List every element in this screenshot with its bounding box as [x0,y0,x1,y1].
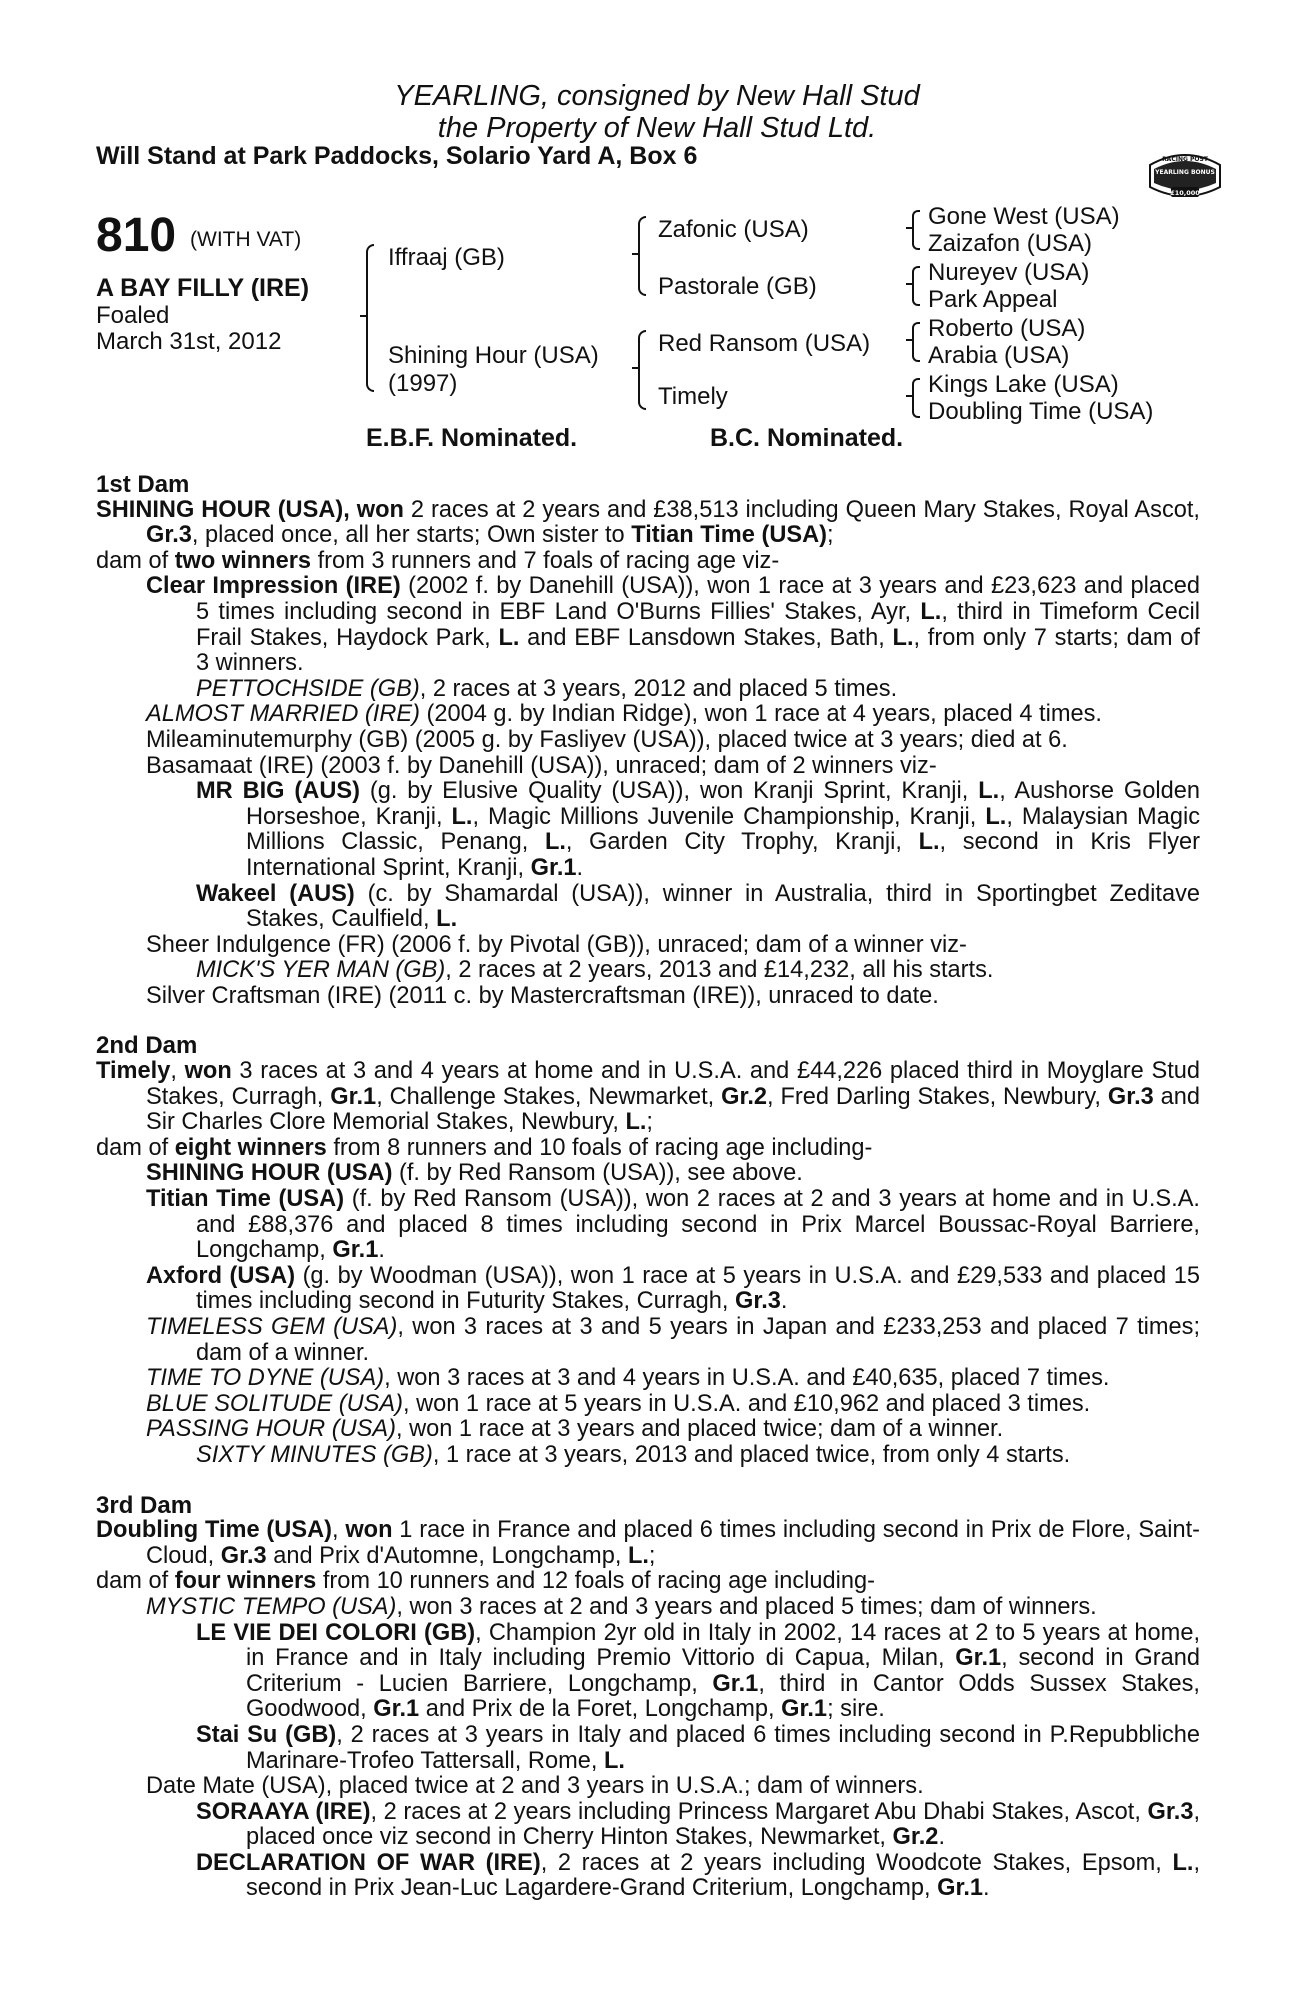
entry-text: L. [436,906,458,933]
entry-text: , won 3 races at 3 and 5 years in Japan and £233,253 and placed 7 times; dam of a winner. [196,1314,1200,1366]
pedigree-brace-gen1-tick [360,315,368,317]
pedigree-entry [96,984,1200,1010]
entry-text: , second in Prix Jean-Luc Lagardere-Grand Criterium, Longchamp, [246,1849,1200,1902]
badge-line-2: YEARLING BONUS [1155,169,1215,176]
pedigree-entry [96,882,1200,933]
pedigree-entry [96,1315,1200,1366]
pedigree-brace-g56 [912,322,920,362]
entry-text: ; [827,522,834,549]
entry-text: Clear Impression (IRE) [146,573,401,600]
section-title: 1st Dam [96,471,190,498]
entry-text: MR BIG (AUS) [196,778,360,805]
badge-line-1: RACING POST [1162,156,1208,163]
pedigree-entry [96,1723,1200,1774]
pedigree-g7: Kings Lake (USA) [928,371,1119,398]
pedigree-dam-dam: Timely [658,383,728,410]
entry-text: from 8 runners and 10 foals of racing age including- [326,1134,873,1161]
pedigree-entry [96,1366,1200,1392]
badge-line-3: £10,000 [1170,189,1200,197]
pedigree-g4: Park Appeal [928,286,1058,313]
entry-text: , Garden City Trophy, Kranji, [565,829,919,856]
header-property-line: the Property of New Hall Stud Ltd. [437,112,877,144]
pedigree-brace-dam [638,330,646,410]
entry-text: eight winners [174,1134,327,1161]
entry-text: , 2 races at 3 years, 2012 and placed 5 times. [419,675,898,702]
entry-text: 1 race in France and placed 6 times including second in Prix de Flore, Saint-Cloud, [146,1517,1200,1569]
entry-text: L. [920,598,942,625]
entry-text: . [780,1288,788,1315]
entry-text: , Fred Darling Stakes, Newbury, [767,1083,1108,1110]
entry-text: ; [646,1109,653,1136]
entry-text: (2004 g. by Indian Ridge), won 1 race at 4 years, placed 4 times. [419,701,1102,728]
stand-location: Will Stand at Park Paddocks, Solario Yard A, Box 6 [96,142,698,170]
lot-number: 810 [96,209,177,262]
entry-text: Gr.3 [734,1288,781,1315]
entry-text: Wakeel (AUS) [196,880,355,907]
entry-text: DECLARATION OF WAR (IRE) [196,1849,541,1876]
entry-text: dam of [96,1134,175,1161]
entry-text: Date Mate (USA), placed twice at 2 and 3 years in U.S.A.; dam of winners. [146,1773,924,1800]
section-title: 3rd Dam [96,1491,193,1519]
pedigree-brace-g56-tick [906,339,914,341]
entry-text: 2 races at 2 years and £38,513 including Queen Mary Stakes, Royal Ascot, [403,496,1200,523]
section-title: 2nd Dam [96,1032,198,1060]
pedigree-g3: Nureyev (USA) [928,259,1090,286]
pedigree-entry [96,1443,1200,1469]
entry-text: , [331,1517,346,1544]
catalogue-body [96,472,1200,1902]
entry-text: Basamaat (IRE) (2003 f. by Danehill (USA)), unraced; dam of 2 winners viz- [146,752,937,779]
pedigree-brace-gen1 [366,244,374,392]
foaled-date: March 31st, 2012 [96,328,282,355]
pedigree-entry [96,574,1200,676]
entry-text: ALMOST MARRIED (IRE) [146,701,420,728]
entry-text: , 1 race at 3 years, 2013 and placed twice, from only 4 starts. [432,1441,1071,1468]
entry-text: Gr.1 [937,1875,984,1902]
pedigree-brace-g12 [912,210,920,250]
pedigree-entry [96,779,1200,881]
entry-text: , 2 races at 2 years including Princess Margaret Abu Dhabi Stakes, Ascot, [370,1798,1148,1825]
pedigree-entry [96,498,1200,549]
entry-text: , Malaysian Magic Millions Classic, Penang, [246,803,1200,856]
entry-text: BLUE SOLITUDE (USA) [146,1390,403,1417]
pedigree-entry [96,1621,1200,1723]
pedigree-g1: Gone West (USA) [928,203,1120,230]
pedigree-entry [96,549,1200,575]
entry-text: , won 3 races at 2 and 3 years and placed 5 times; dam of winners. [396,1593,1097,1620]
entry-text: Gr.1 [373,1696,420,1723]
pedigree-brace-dam-tick [632,367,640,369]
entry-text: and EBF Lansdown Stakes, Bath, [519,624,893,651]
pedigree-entry [96,1569,1200,1595]
pedigree-sire-dam: Pastorale (GB) [658,273,817,300]
entry-text: , third in Timeform Cecil Frail Stakes, Haydock Park, [196,598,1200,651]
entry-text: Mileaminutemurphy (GB) (2005 g. by Fasliyev (USA)), placed twice at 3 years; died at 6. [146,726,1068,753]
ebf-nominated: E.B.F. Nominated. [366,424,578,452]
pedigree-entry [96,958,1200,984]
entry-text: SHINING HOUR (USA), won [96,496,404,523]
pedigree-brace-g78 [912,378,920,418]
entry-text: (g. by Woodman (USA)), won 1 race at 5 years in U.S.A. and £29,533 and placed 15 times including second in Futurity Stakes, Curragh, [196,1262,1200,1315]
entry-text: SIXTY MINUTES (GB) [196,1441,433,1468]
entry-text: (2002 f. by Danehill (USA)), won 1 race at 3 years and £23,623 and placed 5 times including second in EBF Land O'Burns Fillies' Stakes, Ayr, [196,573,1200,625]
entry-text: Gr.1 [955,1645,1002,1672]
entry-text: dam of [96,1568,175,1595]
entry-text: from 3 runners and 7 foals of racing age viz- [311,547,780,574]
entry-text: L. [892,624,914,651]
entry-text: Gr.1 [530,854,577,881]
entry-text: , Aushorse Golden Horseshoe, Kranji, [246,778,1200,830]
entry-text: L. [985,803,1007,830]
entry-text: Titian Time (USA) [631,522,827,549]
entry-text: , Challenge Stakes, Newmarket, [376,1083,722,1110]
pedigree-brace-g34-tick [906,283,914,285]
entry-text: , Magic Millions Juvenile Championship, Kranji, [472,803,986,830]
entry-text: Timely [96,1058,171,1085]
pedigree-g8: Doubling Time (USA) [928,398,1154,425]
entry-text: PASSING HOUR (USA) [146,1416,396,1443]
entry-text: (g. by Elusive Quality (USA)), won Kranji Sprint, Kranji, [359,778,979,805]
entry-text: ; [648,1542,656,1569]
entry-text: ; sire. [827,1696,885,1723]
header-consignor-line: YEARLING, consigned by New Hall Stud [394,80,920,112]
yearling-bonus-badge-icon [1146,147,1224,201]
entry-text: , second in Kris Flyer International Sprint, Kranji, [246,829,1200,881]
entry-text: Gr.3 [146,522,192,549]
entry-text: Doubling Time (USA) [96,1517,332,1544]
entry-text: Gr.1 [712,1670,759,1697]
pedigree-entry [96,702,1200,728]
pedigree-entry [96,1800,1200,1851]
entry-text: won [345,1517,393,1544]
entry-text: Gr.1 [781,1696,828,1723]
entry-text: L. [978,778,1000,805]
entry-text: L. [603,1747,625,1774]
pedigree-entry [96,1136,1200,1162]
entry-text: , [170,1058,185,1085]
pedigree-entry [96,1774,1200,1800]
entry-text: L. [625,1109,647,1136]
entry-text: Gr.2 [892,1824,939,1851]
entry-text: L. [1172,1849,1194,1876]
foaled-label: Foaled [96,302,170,329]
entry-text: , 2 races at 3 years in Italy and placed 6 times including second in P.Repubbliche Marinare-Trofeo Tattersall, Rome, [246,1721,1201,1774]
pedigree-entry [96,728,1200,754]
pedigree-entry [96,1059,1200,1136]
entry-text: , Champion 2yr old in Italy in 2002, 14 races at 2 to 5 years at home, in France and in Italy including Premio Vittorio di Capua, Milan, [246,1619,1200,1672]
entry-text: four winners [174,1568,317,1595]
pedigree-brace-g78-tick [906,395,914,397]
pedigree-entry [96,677,1200,703]
bc-nominated: B.C. Nominated. [710,424,904,452]
entry-text: LE VIE DEI COLORI (GB) [196,1619,476,1646]
pedigree-entry [96,1417,1200,1443]
entry-text: SORAAYA (IRE) [196,1798,371,1825]
pedigree-entry [96,933,1200,959]
pedigree-entry [96,1264,1200,1315]
entry-text: . [938,1824,945,1851]
entry-text: , 2 races at 2 years including Woodcote Stakes, Epsom, [540,1849,1173,1876]
entry-text: , won 1 race at 5 years in U.S.A. and £10,962 and placed 3 times. [402,1390,1091,1417]
entry-text: , placed once viz second in Cherry Hinton Stakes, Newmarket, [246,1798,1201,1851]
pedigree-entry [96,1187,1200,1264]
pedigree-dam-sire: Red Ransom (USA) [658,330,871,357]
entry-text: (f. by Red Ransom (USA)), won 2 races at 2 and 3 years at home and in U.S.A. and £88,376 and placed 8 times including second in Prix Marcel Boussac-Royal Barriere, Longchamp, [196,1186,1200,1264]
pedigree-entry [96,1161,1200,1187]
pedigree-sire: Iffraaj (GB) [388,244,505,271]
pedigree-g6: Arabia (USA) [928,342,1070,369]
entry-text: Gr.3 [220,1542,267,1569]
entry-text: two winners [174,547,312,574]
pedigree-entry [96,754,1200,780]
pedigree-sire-sire: Zafonic (USA) [658,216,809,243]
entry-text: MYSTIC TEMPO (USA) [146,1593,397,1620]
entry-text: Gr.2 [721,1083,768,1110]
entry-text: , from only 7 starts; dam of 3 winners. [196,624,1200,677]
entry-text: L. [918,829,940,856]
entry-text: Sheer Indulgence (FR) (2006 f. by Pivotal (GB)), unraced; dam of a winner viz- [146,931,967,958]
entry-text: , placed once, all her starts; Own sister to [191,522,632,549]
entry-text: L. [451,803,473,830]
entry-text: 3 races at 3 and 4 years at home and in U.S.A. and £44,226 placed third in Moyglare Stud Stakes, Curragh, [146,1058,1200,1110]
entry-text: Gr.1 [330,1083,377,1110]
entry-text: Gr.3 [1147,1798,1194,1825]
entry-text: MICK'S YER MAN (GB) [196,957,446,984]
entry-text: . [576,854,584,881]
pedigree-g2: Zaizafon (USA) [928,230,1093,257]
pedigree-brace-g34 [912,266,920,306]
lot-name: A BAY FILLY (IRE) [96,274,310,302]
pedigree-entry [96,1392,1200,1418]
pedigree-entry [96,1595,1200,1621]
entry-text: won [184,1058,232,1085]
pedigree-brace-sire-tick [632,253,640,255]
entry-text: and Sir Charles Clore Memorial Stakes, Newbury, [146,1083,1201,1136]
entry-text: L. [498,624,520,651]
pedigree-entry [96,1518,1200,1569]
lot-vat: (WITH VAT) [190,228,302,251]
pedigree-dam-year: (1997) [388,370,458,397]
entry-text: dam of [96,547,175,574]
entry-text: Axford (USA) [146,1262,296,1289]
pedigree-entry [96,1851,1200,1902]
entry-text: L. [544,829,566,856]
entry-text: L. [627,1542,649,1569]
entry-text: Silver Craftsman (IRE) (2011 c. by Mastercraftsman (IRE)), unraced to date. [146,982,939,1009]
pedigree-brace-sire [638,216,646,296]
entry-text: , 2 races at 2 years, 2013 and £14,232, all his starts. [445,957,994,984]
entry-text: and Prix d'Automne, Longchamp, [266,1542,628,1569]
entry-text: SHINING HOUR (USA) [146,1160,393,1187]
entry-text: (c. by Shamardal (USA)), winner in Australia, third in Sportingbet Zeditave Stakes, Caulfield, [246,880,1200,933]
pedigree-g5: Roberto (USA) [928,315,1086,342]
entry-text: (f. by Red Ransom (USA)), see above. [392,1160,803,1187]
entry-text: . [983,1875,990,1902]
entry-text: PETTOCHSIDE (GB) [196,675,420,702]
pedigree-brace-g12-tick [906,227,914,229]
entry-text: , won 1 race at 3 years and placed twice; dam of a winner. [395,1416,1004,1443]
entry-text: TIME TO DYNE (USA) [146,1365,385,1392]
entry-text: , won 3 races at 3 and 4 years in U.S.A. and £40,635, placed 7 times. [384,1365,1110,1392]
entry-text: Stai Su (GB) [196,1721,337,1748]
pedigree-dam: Shining Hour (USA) [388,342,599,369]
entry-text: TIMELESS GEM (USA) [146,1314,398,1340]
entry-text: Gr.1 [332,1237,379,1264]
entry-text: . [378,1237,385,1264]
entry-text: Gr.3 [1107,1083,1154,1110]
entry-text: and Prix de la Foret, Longchamp, [419,1696,782,1723]
entry-text: , third in Cantor Odds Sussex Stakes, Goodwood, [246,1670,1200,1723]
entry-text: , second in Grand Criterium - Lucien Barriere, Longchamp, [246,1645,1200,1697]
entry-text: Titian Time (USA) [146,1186,345,1213]
entry-text: from 10 runners and 12 foals of racing age including- [316,1568,875,1595]
